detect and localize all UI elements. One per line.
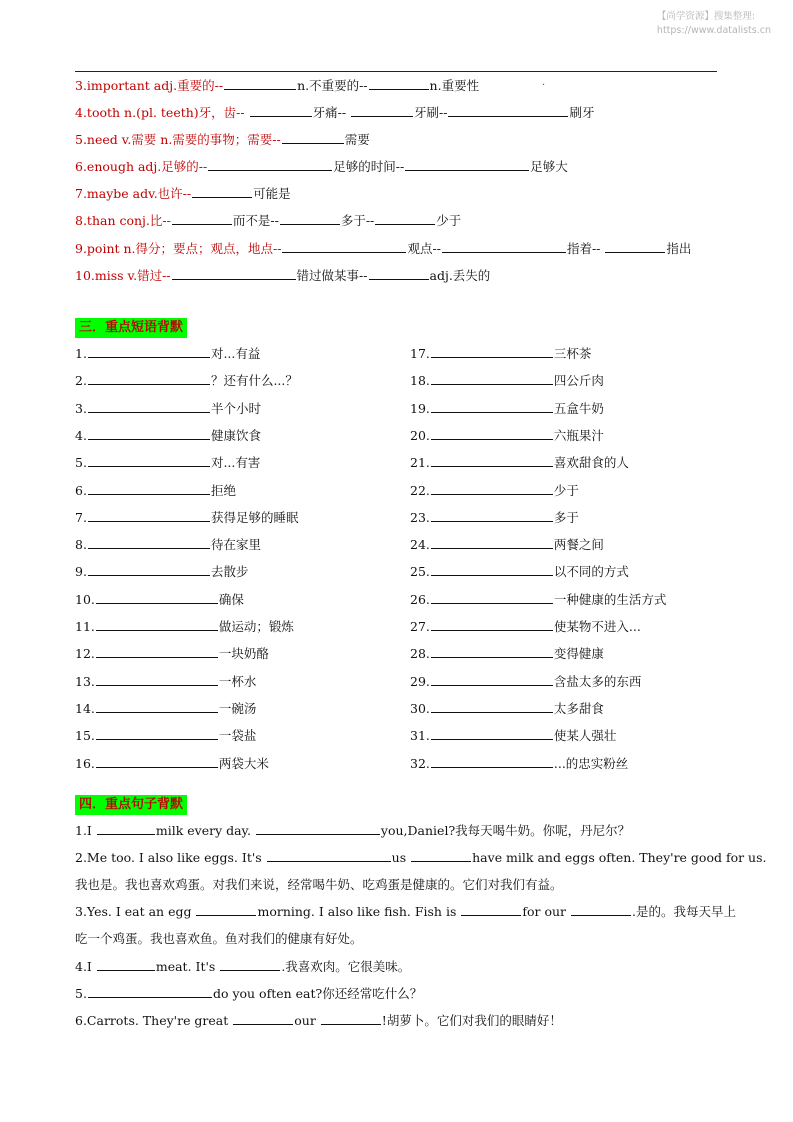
phrase-meaning: ？还有什么...？ [210,373,298,388]
phrase-meaning: 两袋大米 [218,756,269,771]
phrase-meaning: 使某人强壮 [553,728,617,743]
answer-blank[interactable] [605,239,665,253]
stray-mark: · [542,80,546,91]
line-text: 6.enough adj.足够的-- [75,159,208,174]
phrase-number: 21. [410,455,430,470]
line-text: 10.miss v.错过-- [75,268,171,283]
phrase-item [410,754,628,774]
phrase-number: 14. [75,701,95,716]
sentence-line [75,929,363,949]
phrase-number: 32. [410,756,430,771]
answer-blank[interactable] [88,562,210,576]
phrase-item [410,481,579,501]
answer-blank[interactable] [411,848,471,862]
phrase-number: 25. [410,564,430,579]
line-text: 观点-- [407,241,441,256]
answer-blank[interactable] [267,848,391,862]
phrase-meaning: 去散步 [210,564,249,579]
answer-blank[interactable] [431,754,553,768]
phrase-item [75,617,294,637]
vocab-line [75,76,479,96]
line-text: 指出 [666,241,692,256]
answer-blank[interactable] [97,957,155,971]
phrase-meaning: 一种健康的生活方式 [553,592,667,607]
phrase-item [75,344,260,364]
answer-blank[interactable] [431,590,553,604]
answer-blank[interactable] [405,157,529,171]
line-text: us [391,850,411,865]
sentence-line [75,875,563,895]
phrase-item [75,481,236,501]
line-text: 需要 [344,132,370,147]
phrase-number: 13. [75,674,95,689]
line-text: 多于-- [340,213,375,228]
phrase-item [75,644,269,664]
sentence-line [75,902,736,922]
answer-blank[interactable] [88,344,210,358]
line-text: !胡萝卜。它们对我们的眼睛好！ [381,1013,562,1028]
line-text: 错过做某事-- [296,268,368,283]
answer-blank[interactable] [96,754,218,768]
answer-blank[interactable] [431,508,553,522]
phrase-meaning: 健康饮食 [210,428,261,443]
watermark-url: https://www.datalists.cn [656,25,771,36]
phrase-number: 22. [410,483,430,498]
vocab-line [75,184,291,204]
answer-blank[interactable] [88,426,210,440]
phrase-meaning: 做运动；锻炼 [218,619,294,634]
phrase-meaning: 喜欢甜食的人 [553,455,629,470]
line-text: 5.need v.需要 n.需要的事物；需要-- [75,132,281,147]
phrase-item [410,508,579,528]
phrase-item [410,699,604,719]
line-text: 1.I [75,823,96,838]
line-text: 足够大 [530,159,568,174]
phrase-item [75,371,298,391]
line-text: n.重要性 [429,78,480,93]
phrase-number: 4. [75,428,87,443]
phrase-number: 27. [410,619,430,634]
answer-blank[interactable] [96,590,218,604]
phrase-number: 7. [75,510,87,525]
answer-blank[interactable] [88,481,210,495]
vocab-line [75,103,594,123]
answer-blank[interactable] [88,508,210,522]
vocab-line [75,130,370,150]
phrase-meaning: 两餐之间 [553,537,604,552]
answer-blank[interactable] [88,399,210,413]
sentence-line [75,821,630,841]
line-text: 4.I [75,959,96,974]
answer-blank[interactable] [431,535,553,549]
line-text: our [294,1013,320,1028]
phrase-meaning: 获得足够的睡眠 [210,510,299,525]
phrase-number: 11. [75,619,95,634]
phrase-meaning: 对...有害 [210,455,261,470]
phrase-item [410,590,666,610]
answer-blank[interactable] [369,76,429,90]
phrase-number: 24. [410,537,430,552]
answer-blank[interactable] [431,672,553,686]
phrase-item [410,726,616,746]
answer-blank[interactable] [282,239,406,253]
phrase-item [410,426,604,446]
answer-blank[interactable] [431,644,553,658]
phrase-meaning: 太多甜食 [553,701,604,716]
answer-blank[interactable] [233,1011,293,1025]
phrase-meaning: 待在家里 [210,537,261,552]
phrase-number: 18. [410,373,430,388]
phrase-number: 12. [75,646,95,661]
answer-blank[interactable] [321,1011,381,1025]
phrase-number: 26. [410,592,430,607]
answer-blank[interactable] [224,76,296,90]
answer-blank[interactable] [431,481,553,495]
line-text: 6.Carrots. They're great [75,1013,233,1028]
answer-blank[interactable] [375,211,435,225]
phrase-meaning: 少于 [553,483,579,498]
line-text: .是的。我每天早上 [631,904,736,919]
line-text: milk every day. [155,823,255,838]
line-text: 而不是-- [232,213,279,228]
phrase-item [75,726,256,746]
phrase-item [410,617,641,637]
phrase-meaning: 使某物不进入... [553,619,641,634]
line-text: 牙刷-- [414,105,448,120]
phrase-number: 1. [75,346,87,361]
header-rule [75,71,717,72]
phrase-item [75,562,248,582]
answer-blank[interactable] [172,211,232,225]
line-text: 8.than conj.比-- [75,213,171,228]
line-text: 9.point n.得分；要点；观点，地点-- [75,241,282,256]
phrase-number: 2. [75,373,87,388]
line-text: for our [522,904,570,919]
answer-blank[interactable] [96,644,218,658]
line-text: 3.important adj.重要的-- [75,78,224,93]
phrase-meaning: 半个小时 [210,401,261,416]
phrase-number: 15. [75,728,95,743]
answer-blank[interactable] [431,562,553,576]
phrase-item [410,672,641,692]
phrase-meaning: 六瓶果汁 [553,428,604,443]
phrase-number: 16. [75,756,95,771]
answer-blank[interactable] [250,103,312,117]
answer-blank[interactable] [431,453,553,467]
line-text: have milk and eggs often. They're good for us. [472,850,767,865]
phrase-item [75,453,260,473]
line-text: you,Daniel?我每天喝牛奶。你呢，丹尼尔？ [380,823,631,838]
vocab-line [75,211,461,231]
answer-blank[interactable] [369,266,429,280]
answer-blank[interactable] [431,399,553,413]
answer-blank[interactable] [96,726,218,740]
vocab-line [75,239,691,259]
answer-blank[interactable] [571,902,631,916]
line-text: morning. I also like fish. Fish is [257,904,461,919]
line-text: 7.maybe adv.也许-- [75,186,192,201]
phrase-item [75,508,298,528]
answer-blank[interactable] [431,344,553,358]
phrase-meaning: 确保 [218,592,244,607]
line-text: meat. It's [155,959,220,974]
answer-blank[interactable] [96,617,218,631]
phrase-number: 31. [410,728,430,743]
line-text: 牙痛-- [312,105,351,120]
answer-blank[interactable] [256,821,380,835]
phrase-item [75,426,261,446]
phrase-number: 3. [75,401,87,416]
line-text: 2.Me too. I also like eggs. It's [75,850,266,865]
phrase-item [75,699,256,719]
phrase-item [410,535,604,555]
phrase-item [75,535,261,555]
phrase-number: 20. [410,428,430,443]
phrase-meaning: 以不同的方式 [553,564,629,579]
phrase-number: 30. [410,701,430,716]
answer-blank[interactable] [351,103,413,117]
phrase-meaning: ...的忠实粉丝 [553,756,629,771]
line-text: 刷牙 [569,105,595,120]
line-text: 5. [75,986,87,1001]
phrase-meaning: 一块奶酪 [218,646,269,661]
answer-blank[interactable] [196,902,256,916]
answer-blank[interactable] [96,672,218,686]
answer-blank[interactable] [88,371,210,385]
answer-blank[interactable] [431,426,553,440]
phrase-item [75,399,261,419]
phrase-meaning: 变得健康 [553,646,604,661]
phrase-number: 9. [75,564,87,579]
answer-blank[interactable] [431,726,553,740]
answer-blank[interactable] [431,617,553,631]
phrase-meaning: 一杯水 [218,674,257,689]
phrase-item [410,399,604,419]
line-text: 3.Yes. I eat an egg [75,904,196,919]
line-text: 我也是。我也喜欢鸡蛋。对我们来说，经常喝牛奶、吃鸡蛋是健康的。它们对我们有益。 [75,877,563,892]
answer-blank[interactable] [88,453,210,467]
answer-blank[interactable] [220,957,280,971]
sentence-line [75,984,422,1004]
answer-blank[interactable] [88,984,212,998]
phrase-meaning: 含盐太多的东西 [553,674,642,689]
phrase-number: 23. [410,510,430,525]
phrase-item [410,344,591,364]
phrase-item [75,754,269,774]
phrase-number: 19. [410,401,430,416]
answer-blank[interactable] [88,535,210,549]
line-text: do you often eat?你还经常吃什么？ [212,986,423,1001]
phrase-number: 10. [75,592,95,607]
phrase-meaning: 五盒牛奶 [553,401,604,416]
line-text: 可能是 [253,186,291,201]
line-text: 足够的时间-- [333,159,405,174]
phrase-number: 17. [410,346,430,361]
vocab-line [75,157,568,177]
answer-blank[interactable] [96,699,218,713]
answer-blank[interactable] [192,184,252,198]
phrase-item [410,453,629,473]
answer-blank[interactable] [448,103,568,117]
phrase-meaning: 拒绝 [210,483,236,498]
answer-blank[interactable] [280,211,340,225]
phrase-number: 29. [410,674,430,689]
phrase-number: 6. [75,483,87,498]
answer-blank[interactable] [442,239,566,253]
line-text: 4.tooth n.(pl. teeth)牙，齿-- [75,105,249,120]
phrase-item [75,672,256,692]
sentence-line [75,1011,562,1031]
answer-blank[interactable] [461,902,521,916]
phrase-item [410,644,604,664]
phrase-meaning: 一袋盐 [218,728,257,743]
sentence-line [75,848,767,868]
line-text: 吃一个鸡蛋。我也喜欢鱼。鱼对我们的健康有好处。 [75,931,363,946]
phrase-number: 8. [75,537,87,552]
phrase-number: 28. [410,646,430,661]
answer-blank[interactable] [172,266,296,280]
answer-blank[interactable] [97,821,155,835]
phrase-item [75,590,244,610]
answer-blank[interactable] [431,699,553,713]
watermark-title: 【尚学资源】搜集整理: [656,11,756,22]
phrase-number: 5. [75,455,87,470]
phrase-meaning: 一碗汤 [218,701,257,716]
phrase-meaning: 四公斤肉 [553,373,604,388]
phrase-meaning: 对...有益 [210,346,261,361]
phrase-meaning: 三杯茶 [553,346,592,361]
line-text: .我喜欢肉。它很美味。 [281,959,411,974]
section-3-title: 三．重点短语背默 [75,318,187,338]
watermark [657,10,771,38]
line-text: adj.丢失的 [429,268,491,283]
line-text: 指着-- [566,241,605,256]
line-text: n.不重要的-- [297,78,368,93]
phrase-meaning: 多于 [553,510,579,525]
sentence-line [75,957,410,977]
section-4-title: 四．重点句子背默 [75,795,187,815]
answer-blank[interactable] [282,130,344,144]
answer-blank[interactable] [208,157,332,171]
vocab-line [75,266,490,286]
phrase-item [410,562,629,582]
phrase-item [410,371,604,391]
line-text: 少于 [436,213,462,228]
answer-blank[interactable] [431,371,553,385]
